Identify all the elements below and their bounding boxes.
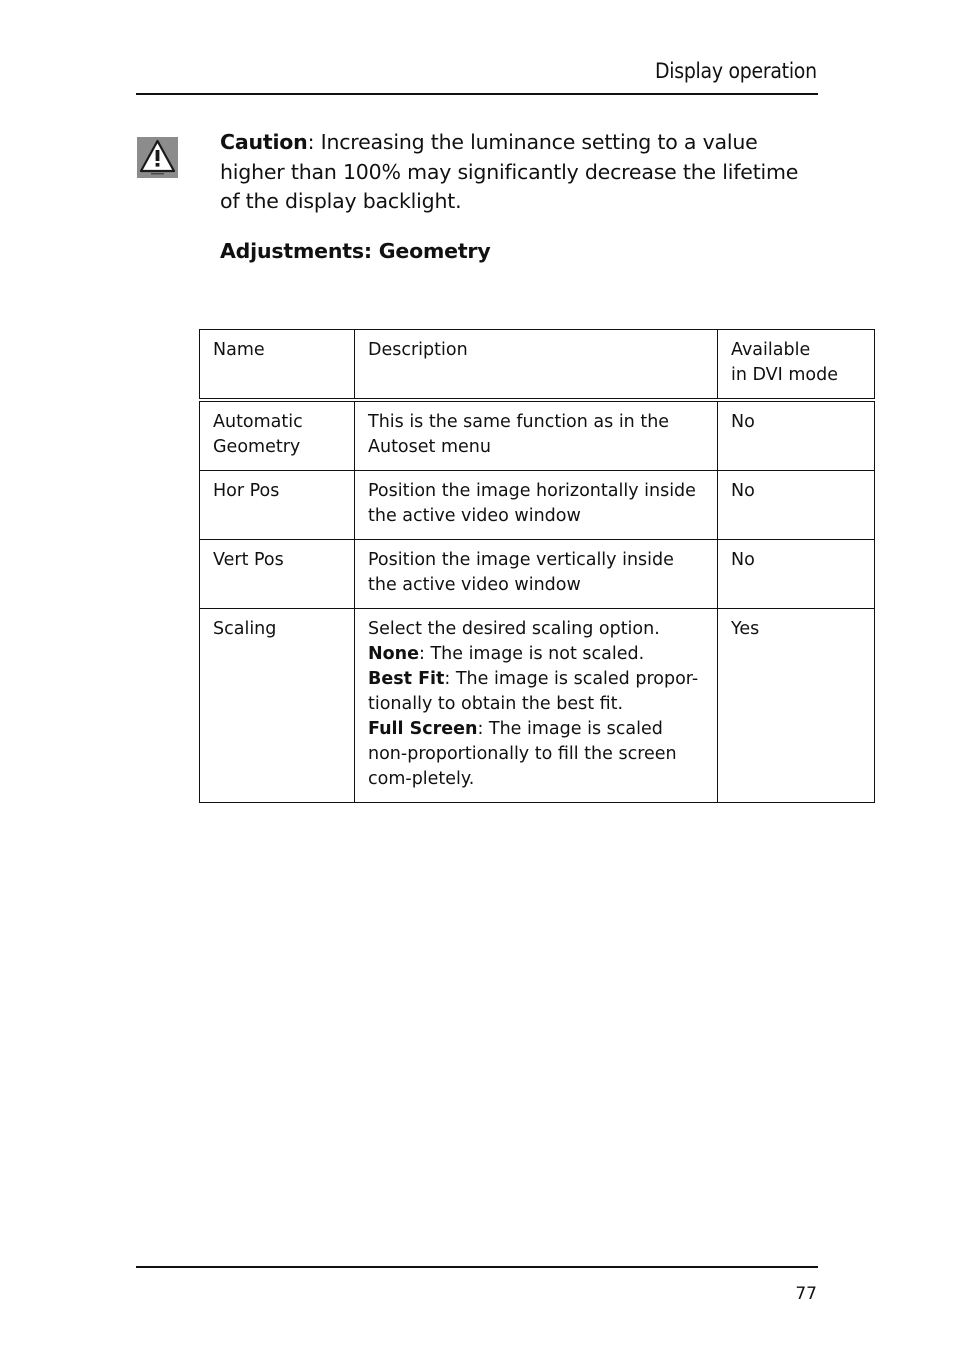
- table-row: [200, 400, 875, 471]
- table-header-row: [200, 330, 875, 401]
- row-available-cell: No: [718, 540, 875, 609]
- option-text: : The image is scaled propor-tionally to obtain the best fit.: [368, 669, 699, 714]
- option-text: : The image is not scaled.: [419, 644, 645, 664]
- caution-body: : Increasing the luminance setting to a value higher than 100% may significantly decrease the lifetime of the display backlight.: [220, 130, 799, 213]
- running-header: Display operation: [655, 59, 817, 83]
- row-available-cell: No: [718, 471, 875, 540]
- header-rule: [136, 93, 818, 95]
- row-description-cell: [355, 609, 718, 803]
- row-available-cell: Yes: [718, 609, 875, 803]
- option-label: Full Screen: [368, 719, 478, 739]
- footer-rule: [136, 1266, 818, 1268]
- scaling-option-none: [368, 642, 705, 667]
- caution-paragraph: [220, 128, 820, 217]
- header-available-line2: in DVI mode: [731, 365, 839, 385]
- row-available-cell: No: [718, 400, 875, 471]
- option-label: None: [368, 644, 419, 664]
- scaling-intro: Select the desired scaling option.: [368, 619, 660, 639]
- table-row: [200, 540, 875, 609]
- row-description-cell: This is the same function as in the Autoset menu: [355, 400, 718, 471]
- warning-triangle-icon: [137, 137, 178, 178]
- row-description-cell: Position the image horizontally inside the active video window: [355, 471, 718, 540]
- header-name: Name: [200, 330, 355, 401]
- header-available: [718, 330, 875, 401]
- scaling-option-full-screen: [368, 717, 705, 792]
- header-description: Description: [355, 330, 718, 401]
- section-heading: Adjustments: Geometry: [220, 239, 491, 263]
- caution-label: Caution: [220, 130, 308, 154]
- option-label: Best Fit: [368, 669, 445, 689]
- table-row: [200, 471, 875, 540]
- header-available-line1: Available: [731, 340, 811, 360]
- page-number: 77: [795, 1284, 817, 1304]
- row-name-cell: Hor Pos: [200, 471, 355, 540]
- row-description-cell: Position the image vertically inside the active video window: [355, 540, 718, 609]
- table-row: [200, 609, 875, 803]
- option-text: : The image is scaled non-proportionally to fill the screen com-pletely.: [368, 719, 677, 789]
- row-name-cell: Scaling: [200, 609, 355, 803]
- geometry-table: [199, 329, 875, 803]
- scaling-option-best-fit: [368, 667, 705, 717]
- row-name-cell: Vert Pos: [200, 540, 355, 609]
- row-name-cell: Automatic Geometry: [200, 400, 355, 471]
